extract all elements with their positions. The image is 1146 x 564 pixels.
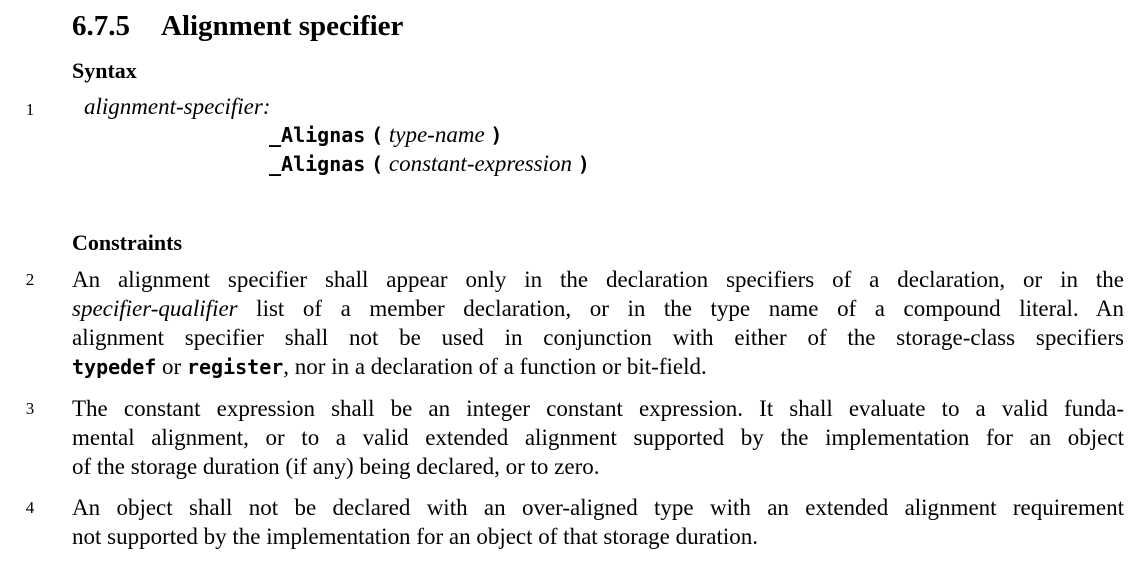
keyword-alignas: _Alignas [269, 152, 366, 176]
keyword-register: register [186, 355, 284, 379]
open-paren: ( [371, 123, 384, 147]
paragraph-number: 1 [25, 100, 35, 119]
paragraph-number: 2 [25, 270, 35, 289]
constraint-paragraph [72, 493, 1124, 551]
grammar-term: specifier-qualifier [72, 296, 238, 321]
production-operand: constant-expression [388, 151, 572, 176]
section-number: 6.7.5 [72, 10, 130, 42]
production-operand: type-name [388, 122, 485, 147]
section-heading [72, 10, 403, 43]
close-paren: ) [577, 152, 590, 176]
paragraph-line: alignment specifier shall not be used in conjunction with either of the storage-class specifiers [72, 325, 1124, 350]
paragraph-line: An alignment specifier shall appear only in the declaration specifiers of a declaration, or in the [72, 267, 1124, 292]
constraint-paragraph [72, 265, 1124, 382]
paragraph-line: mental alignment, or to a valid extended alignment supported by the implementation for an object [72, 425, 1124, 450]
keyword-alignas: _Alignas [269, 123, 366, 147]
paragraph-line: of the storage duration (if any) being declared, or to zero. [72, 454, 600, 479]
paragraph-line: specifier-qualifier list of a member declaration, or in the type name of a compound literal. An [72, 296, 1124, 321]
constraints-heading: Constraints [72, 230, 183, 255]
syntax-nonterminal: alignment-specifier: [84, 94, 271, 119]
syntax-heading: Syntax [72, 58, 137, 83]
constraint-paragraph [72, 394, 1124, 481]
paragraph-line: typedef or register, nor in a declaration of a function or bit-field. [72, 354, 707, 379]
syntax-production [269, 122, 502, 148]
section-title: Alignment specifier [161, 10, 404, 42]
close-paren: ) [490, 123, 503, 147]
paragraph-line: The constant expression shall be an integer constant expression. It shall evaluate to a valid funda- [72, 396, 1124, 421]
keyword-typedef: typedef [72, 355, 157, 379]
paragraph-number: 4 [25, 498, 35, 517]
syntax-production [269, 151, 590, 177]
paragraph-number: 3 [25, 399, 35, 418]
paragraph-line: An object shall not be declared with an over-aligned type with an extended alignment requirement [72, 495, 1124, 520]
open-paren: ( [371, 152, 384, 176]
paragraph-line: not supported by the implementation for an object of that storage duration. [72, 524, 758, 549]
